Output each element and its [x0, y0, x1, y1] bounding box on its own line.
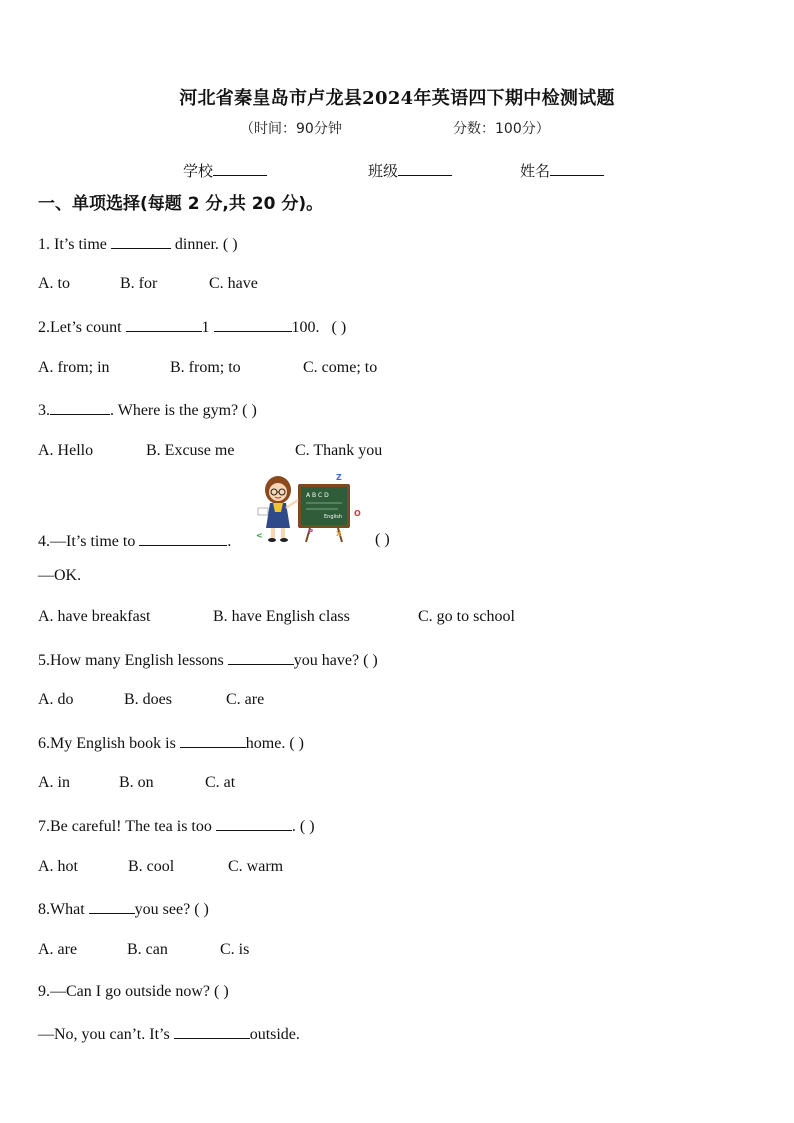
- question-4: 4.—It’s time to .: [38, 533, 232, 550]
- exam-score: 分数：100分）: [453, 121, 550, 137]
- option-c[interactable]: C. at: [205, 774, 236, 791]
- exam-title: 河北省秦皇岛市卢龙县2024年英语四下期中检测试题: [179, 88, 615, 109]
- question-4-options: [38, 608, 515, 626]
- answer-paren[interactable]: ( ): [213, 983, 229, 1000]
- question-3-options: [38, 442, 382, 460]
- answer-paren[interactable]: ( ): [299, 818, 315, 835]
- question-8-options: [38, 941, 249, 959]
- option-c[interactable]: C. Thank you: [295, 442, 383, 459]
- class-blank[interactable]: [398, 161, 452, 176]
- answer-blank[interactable]: [214, 317, 292, 332]
- letter-o: O: [354, 509, 361, 518]
- option-b[interactable]: B. have English class: [213, 608, 350, 625]
- option-c[interactable]: C. come; to: [303, 359, 378, 376]
- option-c[interactable]: C. have: [209, 275, 258, 292]
- option-b[interactable]: B. from; to: [170, 359, 241, 376]
- answer-blank[interactable]: [126, 317, 202, 332]
- option-a[interactable]: A. are: [38, 941, 78, 958]
- option-b[interactable]: B. for: [120, 275, 158, 292]
- option-b[interactable]: B. can: [127, 941, 168, 958]
- teacher-at-blackboard-icon: [252, 470, 368, 548]
- question-9: 9.—Can I go outside now? ( ): [38, 983, 229, 1000]
- question-7: 7.Be careful! The tea is too . ( ): [38, 818, 315, 835]
- exam-time: （时间：90分钟: [240, 121, 342, 137]
- option-c[interactable]: C. is: [220, 941, 250, 958]
- option-a[interactable]: A. do: [38, 691, 74, 708]
- answer-paren[interactable]: ( ): [222, 236, 238, 253]
- answer-blank[interactable]: [180, 733, 246, 748]
- board-word: English: [324, 514, 343, 520]
- option-b[interactable]: B. Excuse me: [146, 442, 235, 459]
- class-field: 班级: [368, 160, 452, 181]
- answer-paren[interactable]: ( ): [194, 901, 209, 918]
- option-a[interactable]: A. Hello: [38, 442, 94, 459]
- question-3: 3. . Where is the gym? ( ): [38, 402, 257, 419]
- letter-p: P: [308, 528, 314, 536]
- answer-blank[interactable]: [111, 234, 171, 249]
- answer-blank[interactable]: [139, 531, 227, 546]
- question-9-reply: —No, you can’t. It’s outside.: [38, 1026, 300, 1043]
- question-1-options: [38, 275, 258, 293]
- option-b[interactable]: B. cool: [128, 858, 175, 875]
- option-a[interactable]: A. have breakfast: [38, 608, 151, 625]
- letter-z: Z: [336, 473, 342, 482]
- question-5: 5.How many English lessons you have? ( ): [38, 652, 378, 669]
- question-4-reply: —OK.: [38, 567, 82, 584]
- option-c[interactable]: C. warm: [228, 858, 284, 875]
- option-a[interactable]: A. to: [38, 275, 70, 292]
- question-4-paren[interactable]: ( ): [375, 531, 390, 548]
- section-title: 一、单项选择(每题 2 分,共 20 分)。: [38, 194, 324, 214]
- question-5-options: [38, 691, 264, 709]
- option-b[interactable]: B. on: [119, 774, 154, 791]
- answer-paren[interactable]: ( ): [242, 402, 257, 419]
- letter-x: X: [336, 530, 342, 538]
- answer-paren[interactable]: ( ): [363, 652, 378, 669]
- school-blank[interactable]: [213, 161, 267, 176]
- answer-blank[interactable]: [50, 400, 110, 415]
- answer-paren[interactable]: ( ): [289, 735, 304, 752]
- answer-blank[interactable]: [216, 816, 292, 831]
- answer-blank[interactable]: [228, 650, 294, 665]
- option-c[interactable]: C. go to school: [418, 608, 515, 625]
- question-6: 6.My English book is home. ( ): [38, 735, 304, 752]
- answer-paren[interactable]: ( ): [331, 319, 347, 336]
- name-field: 姓名: [520, 160, 604, 181]
- option-c[interactable]: C. are: [226, 691, 265, 708]
- board-letters: A B C D: [306, 492, 329, 499]
- answer-blank[interactable]: [89, 899, 135, 914]
- name-blank[interactable]: [550, 161, 604, 176]
- option-a[interactable]: A. in: [38, 774, 70, 791]
- letter-lt: <: [256, 531, 263, 540]
- question-1: 1. It’s time dinner. ( ): [38, 236, 238, 253]
- question-6-options: [38, 774, 235, 792]
- answer-blank[interactable]: [174, 1024, 250, 1039]
- question-2: 2.Let’s count 1 100. ( ): [38, 319, 347, 336]
- school-field: 学校: [183, 160, 267, 181]
- question-2-options: [38, 359, 377, 377]
- option-a[interactable]: A. from; in: [38, 359, 110, 376]
- question-7-options: [38, 858, 283, 876]
- option-a[interactable]: A. hot: [38, 858, 78, 875]
- question-8: 8.What you see? ( ): [38, 901, 209, 918]
- option-b[interactable]: B. does: [124, 691, 172, 708]
